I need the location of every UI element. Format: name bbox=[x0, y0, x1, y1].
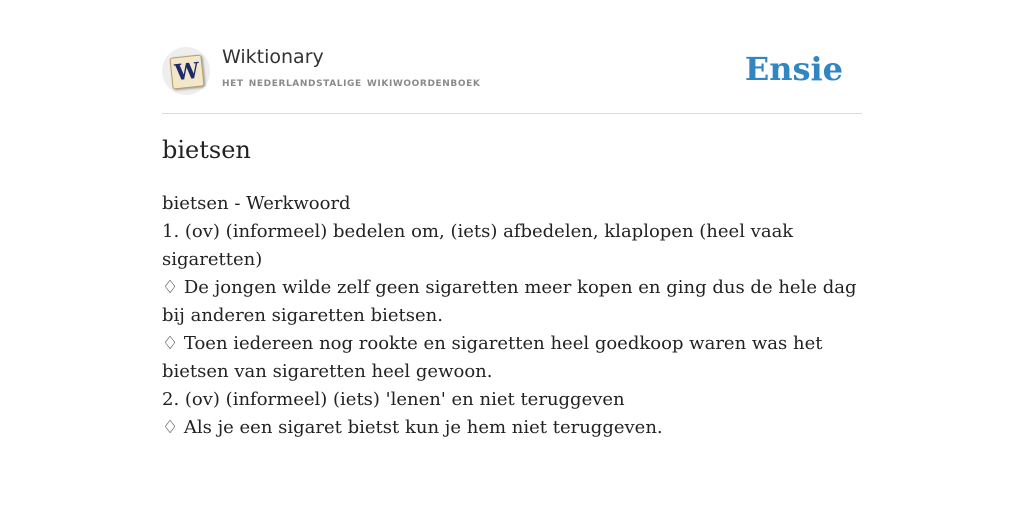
example-1a: ♢ De jongen wilde zelf geen sigaretten meer kopen en ging dus de hele dag bij anderen sigaretten bietsen. bbox=[162, 277, 857, 326]
example-2a: ♢ Als je een sigaret bietst kun je hem niet teruggeven. bbox=[162, 417, 663, 438]
site-title[interactable]: Wiktionary bbox=[222, 46, 324, 68]
wiktionary-tile-icon: W bbox=[169, 54, 204, 89]
header bbox=[162, 0, 862, 114]
entry-definition bbox=[162, 190, 862, 442]
word-class-line: bietsen - Werkwoord bbox=[162, 193, 351, 214]
example-1b: ♢ Toen iedereen nog rookte en sigaretten heel goedkoop waren was het bietsen van sigaretten heel gewoon. bbox=[162, 333, 823, 382]
wiktionary-logo[interactable] bbox=[162, 47, 210, 95]
definition-2: 2. (ov) (informeel) (iets) 'lenen' en niet teruggeven bbox=[162, 389, 625, 410]
definition-1: 1. (ov) (informeel) bedelen om, (iets) afbedelen, klaplopen (heel vaak sigaretten) bbox=[162, 221, 794, 270]
page-container bbox=[162, 0, 862, 438]
entry-term-heading: bietsen bbox=[162, 136, 251, 164]
ensie-brand-link[interactable]: Ensie bbox=[744, 50, 843, 88]
site-subtitle: het nederlandstalige wikiwoordenboek bbox=[222, 75, 481, 90]
